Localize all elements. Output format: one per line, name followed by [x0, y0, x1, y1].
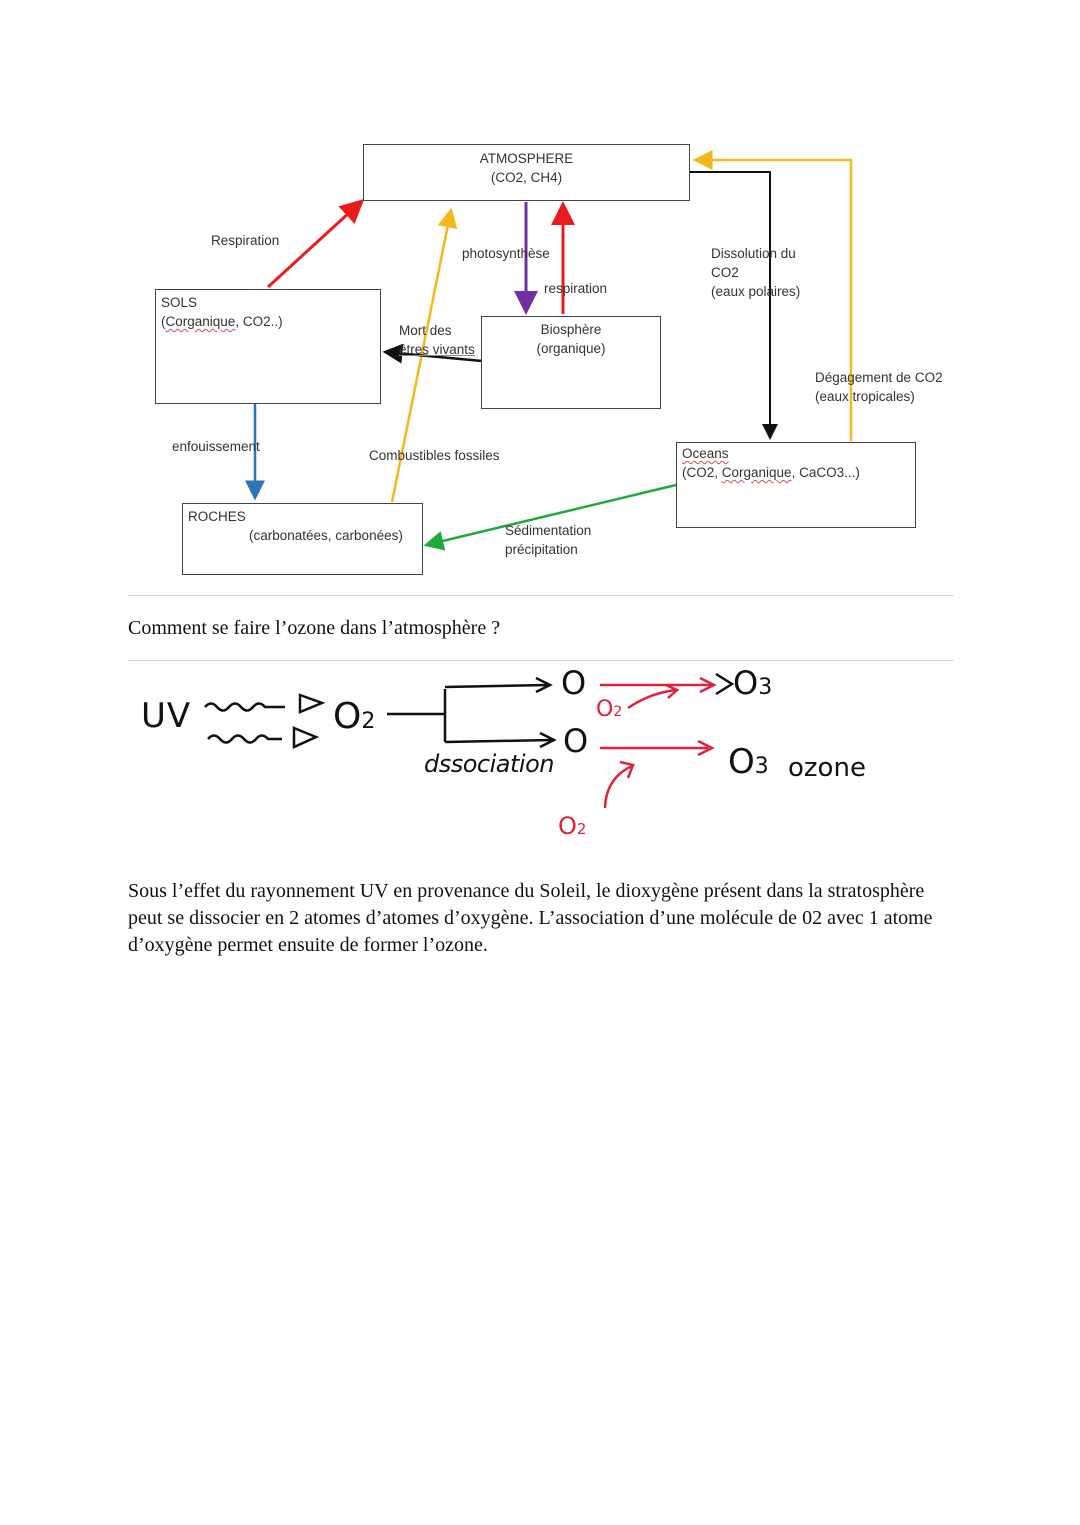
label-respiration-biosphere: respiration — [544, 281, 608, 296]
split-top-line — [445, 685, 548, 687]
o2-sub: 2 — [361, 709, 376, 734]
atmosphere-sub: (CO2, CH4) — [490, 170, 563, 185]
label-respiration-sols: Respiration — [211, 233, 280, 248]
uv-wave-bottom — [208, 736, 282, 743]
uv-arrowhead-bottom — [294, 728, 316, 747]
o3-top-sub: 3 — [758, 675, 773, 700]
biosphere-sub: (organique) — [536, 341, 606, 356]
dissociation-label: dssociation — [424, 750, 554, 778]
o3-top-letter: O — [733, 664, 759, 702]
red-curve-bottom — [605, 766, 632, 808]
sols-title: SOLS — [161, 295, 198, 310]
red-o2-top — [596, 697, 622, 722]
uv-label: UV — [141, 696, 192, 736]
label-enfouissement: enfouissement — [172, 439, 260, 454]
o-atom-top: O — [561, 664, 587, 702]
label-degagement-1: Dégagement de CO2 — [815, 370, 943, 385]
label-photosynthese: photosynthèse — [462, 246, 550, 261]
uv-arrowhead-top — [300, 695, 322, 712]
o2-letter: O — [333, 696, 362, 737]
oceans-title: Oceans — [682, 446, 729, 461]
label-mort-1: Mort des — [399, 323, 452, 338]
label-mort-2: êtres vivants — [399, 342, 475, 357]
red-o2-top-sub: 2 — [613, 704, 623, 720]
atmosphere-title: ATMOSPHERE — [479, 151, 574, 166]
biosphere-title: Biosphère — [540, 322, 602, 337]
o2-molecule — [333, 696, 375, 737]
o-atom-bottom: O — [563, 722, 589, 760]
red-o2-bottom-letter: O — [558, 812, 577, 840]
oceans-sub-pre: (CO2, — [682, 465, 722, 480]
sols-sub-rest: , CO2..) — [235, 314, 283, 329]
o3-bottom — [728, 742, 769, 782]
oceans-sub-rest: , CaCO3...) — [791, 465, 860, 480]
o3-top — [733, 664, 772, 702]
label-sedimentation-2: précipitation — [505, 542, 578, 557]
label-combustibles: Combustibles fossiles — [369, 448, 500, 463]
oceans-sub-word: Corganique — [721, 465, 792, 480]
sols-sub: (Corganique, CO2..) — [161, 314, 283, 329]
red-o2-bottom-sub: 2 — [576, 820, 587, 838]
o3-bottom-sub: 3 — [754, 754, 769, 779]
red-o2-bottom — [558, 812, 586, 840]
red-curve-top — [628, 690, 676, 708]
label-dissolution-2: CO2 — [711, 265, 739, 280]
o3-bottom-letter: O — [728, 742, 755, 782]
label-sedimentation-1: Sédimentation — [505, 523, 592, 538]
split-bottom-line — [445, 740, 552, 742]
sols-sub-word: Corganique — [165, 314, 236, 329]
roches-title: ROCHES — [188, 509, 246, 524]
question-heading: Comment se faire l’ozone dans l’atmosphère ? — [128, 617, 501, 639]
label-degagement-2: (eaux tropicales) — [815, 389, 915, 404]
o3-arrowhead — [716, 674, 732, 694]
ozone-label: ozone — [788, 753, 866, 783]
label-dissolution-3: (eaux polaires) — [711, 284, 801, 299]
label-dissolution-1: Dissolution du — [711, 246, 796, 261]
roches-sub: (carbonatées, carbonées) — [249, 528, 403, 543]
uv-wave-top — [205, 704, 285, 711]
red-o2-top-letter: O — [596, 697, 614, 722]
explanation-paragraph: Sous l’effet du rayonnement UV en provenance du Soleil, le dioxygène présent dans la stratosphère peut se dissocier en 2 atomes d’atomes d’oxygène. L’association d’une molécule de 02 avec 1 atome d’oxygène permet ensuite de former l’ozone. — [128, 880, 933, 956]
